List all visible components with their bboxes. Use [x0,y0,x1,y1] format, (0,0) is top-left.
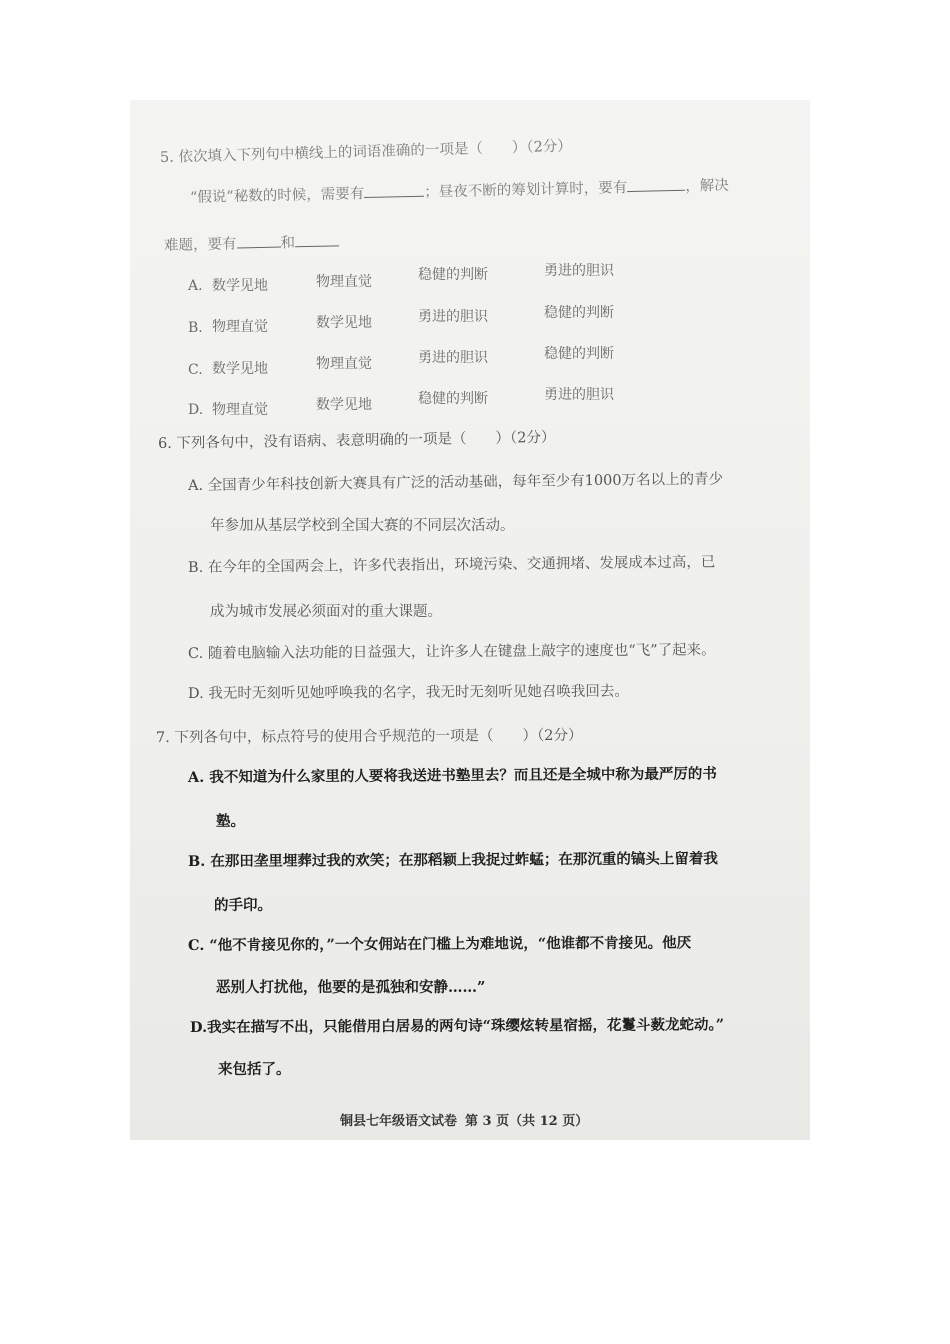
q5-passage-text-a: “假说”秘数的时候，需要有 [189,186,365,206]
exam-title: 铜县七年级语文试卷 [340,1114,458,1129]
q5-blank-4 [295,244,339,247]
q5-passage-text-d: 难题，要有 [163,236,237,254]
q7-stem: 7. 下列各句中，标点符号的使用合乎规范的一项是（ ）（2分） [155,727,583,746]
option-label: D. [188,402,204,418]
option-term-2: 数学见地 [316,315,372,331]
q5-passage-text-b: ；昼夜不断的筹划计算时，要有 [424,180,628,201]
q6-option-a-line2: 年参加从基层学校到全国大赛的不同层次活动。 [210,518,515,534]
option-term-3: 勇进的胆识 [418,350,488,366]
q5-blank-1 [364,195,424,198]
q6-option-b-line2: 成为城市发展必须面对的重大课题。 [210,604,442,620]
q6-option-b-line1: B. 在今年的全国两会上，许多代表指出，环境污染、交通拥堵、发展成本过高，已 [187,554,716,576]
option-term-1: 数学见地 [212,278,268,294]
page-number: 第 3 页（共 12 页） [465,1114,589,1129]
q6-option-d: D. 我无时无刻听见她呼唤我的名字，我无时无刻听见她召唤我回去。 [187,683,629,702]
option-term-3: 稳健的判断 [418,391,488,407]
option-term-1: 数学见地 [212,361,268,377]
q7-option-c-line2: 恶别人打扰他，他要的是孤独和安静……” [216,979,486,996]
q6-stem: 6. 下列各句中，没有语病、表意明确的一项是（ ）（2分） [157,429,556,452]
option-term-1: 物理直觉 [212,402,268,418]
q7-option-c-line1: C. “他不肯接见你的，”一个女佣站在门槛上为难地说，“他谁都不肯接见。他厌 [187,934,692,954]
option-term-4: 稳健的判断 [544,346,614,362]
q7-option-a-line2: 塾。 [216,813,245,830]
q5-stem: 5. 依次填入下列句中横线上的词语准确的一项是（ ）（2分） [159,138,573,166]
page-footer [340,1110,596,1129]
option-term-4: 稳健的判断 [544,305,614,321]
q5-blank-3 [237,246,281,249]
q5-passage-text-e: 和 [280,235,296,252]
q5-passage-text-c: ，解决 [685,177,729,195]
q7-option-a-line1: A. 我不知道为什么家里的人要将我送进书塾里去？而且还是全城中称为最严厉的书 [187,765,717,786]
q5-blank-2 [627,189,685,192]
option-term-2: 物理直觉 [316,356,372,372]
option-label: B. [188,320,203,336]
q7-option-d-line2: 来包括了。 [218,1061,291,1078]
option-term-2: 数学见地 [316,397,372,413]
q6-option-c: C. 随着电脑输入法功能的日益强大，让许多人在键盘上敲字的速度也“飞”了起来。 [187,642,716,662]
option-term-4: 勇进的胆识 [544,387,614,403]
option-term-3: 勇进的胆识 [418,309,488,325]
option-term-2: 物理直觉 [316,274,372,290]
q5-passage-line2 [164,230,339,255]
option-term-4: 勇进的胆识 [544,263,614,279]
q7-option-d-line1: D.我实在描写不出，只能借用白居易的两句诗“珠缨炫转星宿摇，花鬘斗薮龙蛇动。” [189,1016,725,1036]
q7-option-b-line1: B. 在那田垄里埋葬过我的欢笑；在那稻颖上我捉过蚱蜢；在那沉重的镐头上留着我 [187,850,718,870]
option-term-3: 稳健的判断 [418,267,488,283]
option-label: C. [188,362,203,378]
q6-option-a-line1: A. 全国青少年科技创新大赛具有广泛的活动基础，每年至少有1000万名以上的青少 [187,471,724,494]
option-term-1: 物理直觉 [212,319,268,335]
q7-option-b-line2: 的手印。 [214,897,272,914]
option-label: A. [188,278,203,294]
